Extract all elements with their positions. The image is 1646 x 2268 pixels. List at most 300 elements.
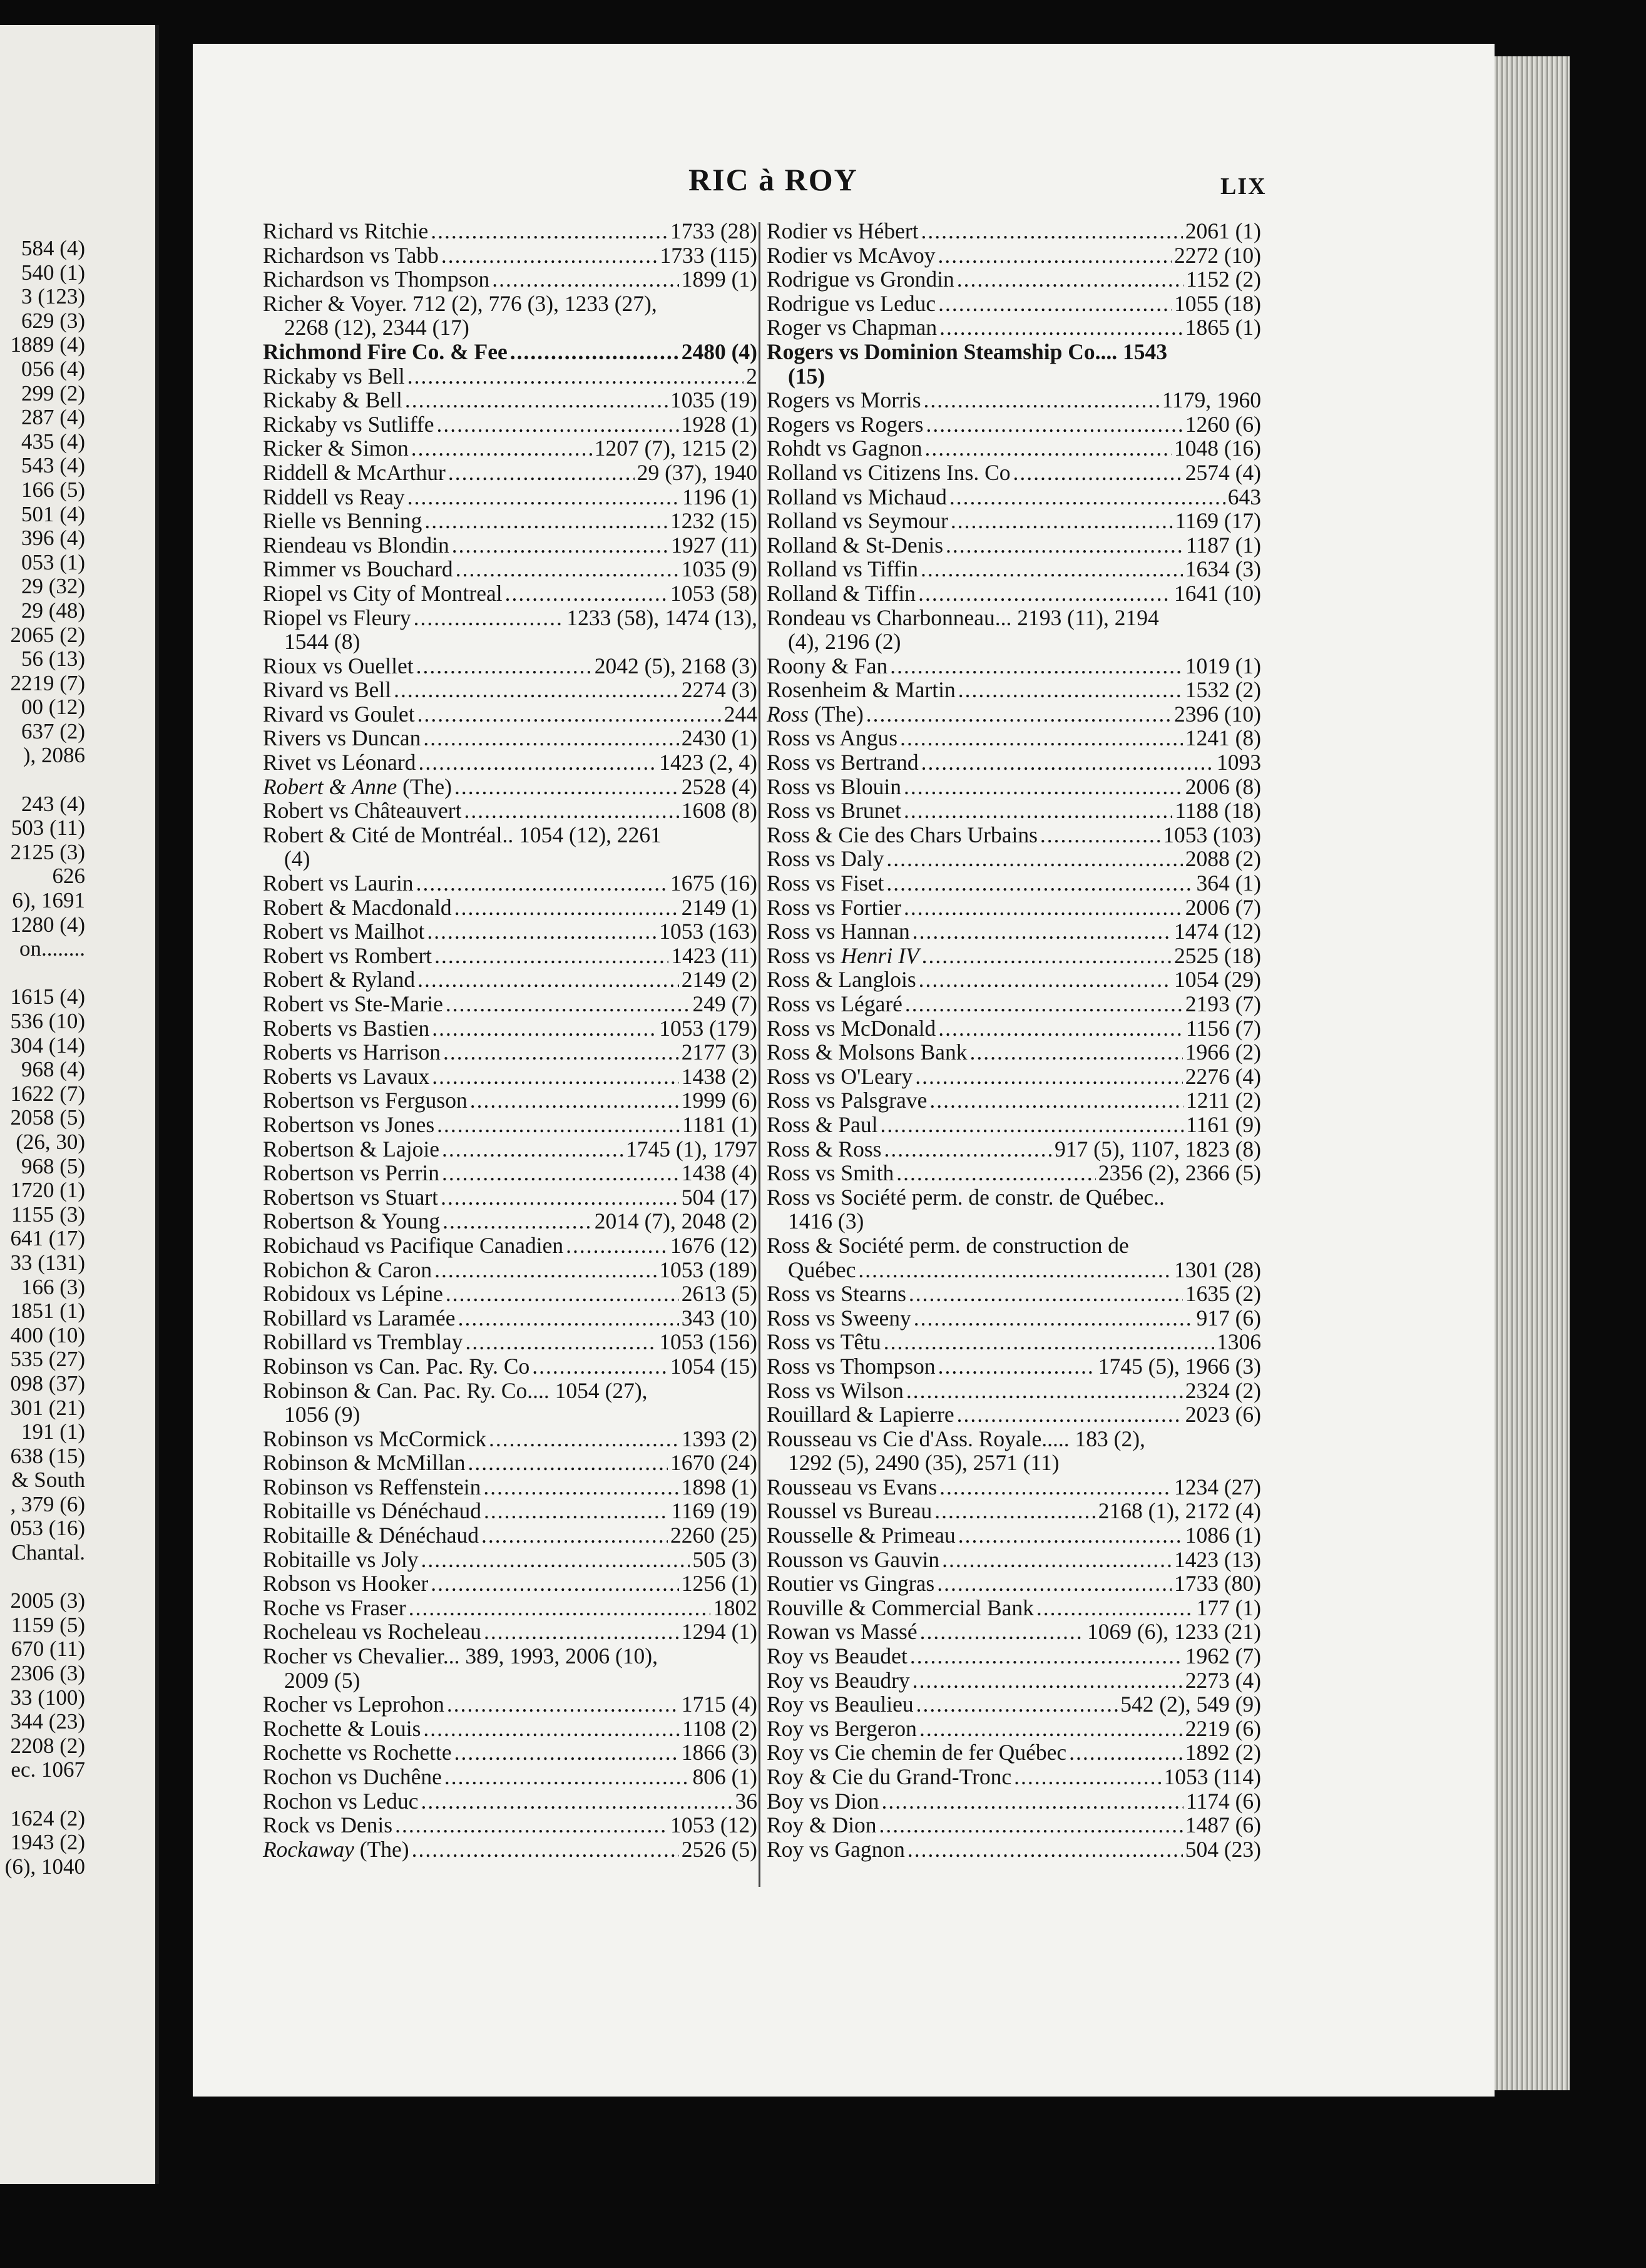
entry-name	[263, 944, 432, 968]
entry-reference: 2006 (8)	[1185, 774, 1261, 799]
left-page-fragment: 287 (4)	[21, 405, 85, 430]
entry-name-text: Ross vs Fortier	[767, 894, 901, 920]
leader-dots	[423, 1717, 680, 1741]
index-entry	[263, 1234, 757, 1258]
left-page-fragment: 501 (4)	[21, 501, 85, 526]
scan-background	[0, 2184, 1646, 2268]
entry-name	[263, 1258, 432, 1282]
entry-reference: 1019 (1)	[1185, 653, 1261, 678]
index-entry	[263, 992, 757, 1016]
entry-name-text: Riddell & McArthur	[263, 459, 446, 485]
leader-dots	[407, 364, 744, 389]
index-entry	[263, 1427, 757, 1451]
entry-reference: 1866 (3)	[681, 1740, 757, 1765]
leader-dots	[904, 775, 1183, 799]
index-entry	[263, 1113, 757, 1137]
index-entry	[767, 292, 1261, 316]
entry-name-text: Ross	[767, 701, 809, 727]
leader-dots	[915, 1065, 1183, 1089]
entry-name-text: Rodrigue vs Grondin	[767, 267, 954, 292]
entry-name	[767, 1306, 911, 1331]
entry-reference: 2149 (2)	[681, 967, 757, 993]
leader-dots	[896, 1161, 1095, 1185]
leader-dots	[910, 1644, 1183, 1668]
entry-name-text: Rousseau vs Cie d'Ass. Royale..... 183 (2),	[767, 1426, 1145, 1451]
entry-name	[263, 1692, 444, 1717]
entry-reference: 1211 (2)	[1186, 1088, 1261, 1113]
entry-name	[767, 485, 947, 509]
leader-dots	[446, 992, 690, 1016]
index-entry	[767, 1692, 1261, 1717]
entry-reference: 1966 (2)	[1185, 1040, 1261, 1065]
entry-name	[263, 775, 452, 799]
left-page-fragment: 243 (4)	[21, 791, 85, 816]
entry-reference: 1260 (6)	[1185, 411, 1261, 437]
index-entry	[263, 823, 757, 871]
index-entry	[767, 388, 1261, 412]
left-page-fragment: 33 (131)	[10, 1250, 85, 1275]
leader-dots	[951, 509, 1172, 533]
entry-name-text: Rousselle & Primeau	[767, 1523, 956, 1548]
entry-name-text: Robert & Cité de Montréal.. 1054 (12), 2261	[263, 822, 662, 847]
leader-dots	[434, 944, 668, 968]
leader-dots	[417, 702, 722, 727]
entry-name-text: Ross vs Smith	[767, 1160, 894, 1186]
entry-name-text: Roy vs Beaudry	[767, 1667, 910, 1693]
entry-name-text: Rocher vs Chevalier... 389, 1993, 2006 (10),	[263, 1643, 658, 1669]
column-divider	[759, 222, 760, 1887]
entry-name	[263, 702, 415, 727]
index-entry	[263, 1692, 757, 1717]
entry-reference: 2274 (3)	[681, 677, 757, 703]
leader-dots	[866, 702, 1172, 727]
entry-name-text: Robinson vs Can. Pac. Ry. Co	[263, 1353, 530, 1379]
left-page-fragment: 33 (100)	[10, 1685, 85, 1710]
leader-dots	[424, 509, 668, 533]
entry-name-text: Roberts vs Bastien	[263, 1015, 430, 1041]
entry-name-text: Robinson vs Reffenstein	[263, 1474, 481, 1499]
entry-reference: 2006 (7)	[1185, 894, 1261, 920]
entry-name	[767, 1475, 937, 1499]
entry-name	[263, 581, 503, 606]
entry-name-text: Roy vs Beaudet	[767, 1643, 907, 1669]
index-entry	[767, 485, 1261, 509]
entry-reference: 1423 (13)	[1173, 1546, 1261, 1572]
entry-name	[767, 750, 919, 775]
leader-dots	[907, 1837, 1183, 1862]
entry-name	[767, 1113, 878, 1137]
index-entry	[767, 1523, 1261, 1548]
index-entry	[767, 1596, 1261, 1620]
leader-dots	[407, 485, 680, 509]
entry-name	[767, 1837, 905, 1862]
entry-name	[263, 533, 449, 558]
leader-dots	[886, 847, 1182, 871]
index-entry	[767, 1234, 1261, 1282]
leader-dots	[454, 775, 679, 799]
entry-name-text: Rolland vs Citizens Ins. Co	[767, 459, 1011, 485]
index-entry	[767, 799, 1261, 823]
leader-dots	[431, 1571, 678, 1596]
entry-name-text: Ricker & Simon	[263, 436, 409, 461]
index-entry	[767, 1717, 1261, 1741]
entry-reference: 1635 (2)	[1185, 1281, 1261, 1307]
entry-reference: 1438 (4)	[681, 1160, 757, 1186]
leader-dots	[926, 412, 1182, 437]
index-entry	[263, 557, 757, 581]
entry-name	[767, 1692, 914, 1717]
entry-reference: 917 (5), 1107, 1823 (8)	[1055, 1136, 1261, 1162]
entry-name-text: Rochon vs Leduc	[263, 1788, 419, 1814]
leader-dots	[957, 267, 1183, 292]
entry-name-text: Rivard vs Goulet	[263, 701, 415, 727]
entry-reference: 1301 (28)	[1173, 1257, 1261, 1282]
entry-name-text: Rousson vs Gauvin	[767, 1546, 940, 1572]
left-page-fragment: 56 (13)	[21, 646, 85, 672]
entry-reference: 1053 (156)	[659, 1329, 757, 1355]
leader-dots	[441, 1185, 679, 1210]
index-entry	[767, 968, 1261, 992]
index-entry	[263, 1065, 757, 1089]
index-entry	[263, 1596, 757, 1620]
entry-name	[263, 1499, 481, 1523]
entry-reference: 1181 (1)	[682, 1111, 757, 1137]
index-entry	[767, 340, 1261, 388]
entry-reference: 1532 (2)	[1185, 677, 1261, 703]
left-page-fragment: 1155 (3)	[11, 1202, 85, 1227]
left-page-fragment	[0, 961, 155, 986]
leader-dots	[423, 726, 678, 750]
entry-name	[767, 1185, 1165, 1210]
index-entry	[767, 1475, 1261, 1499]
entry-name	[767, 968, 916, 992]
leader-dots	[443, 1040, 679, 1065]
running-head: RIC à ROY	[688, 162, 858, 197]
index-entry	[767, 1065, 1261, 1089]
left-page-fragment: 304 (14)	[10, 1033, 85, 1058]
index-entry	[767, 412, 1261, 437]
leader-dots	[405, 388, 668, 412]
index-entry	[767, 1282, 1261, 1306]
index-entry	[767, 847, 1261, 871]
left-page-fragment: 2058 (5)	[10, 1105, 85, 1130]
index-entry	[263, 654, 757, 678]
index-entry	[767, 944, 1261, 968]
left-page-fragment: 670 (11)	[11, 1637, 85, 1662]
left-page-fragment: 2125 (3)	[10, 839, 85, 864]
index-entry	[263, 1137, 757, 1162]
left-page-fragment: 1889 (4)	[10, 332, 85, 357]
left-page-fragment: , 379 (6)	[10, 1491, 85, 1516]
entry-name	[263, 1088, 468, 1113]
entry-name-italic: Henri IV	[841, 942, 919, 968]
entry-reference: 1634 (3)	[1185, 556, 1261, 582]
left-page-fragment: 3 (123)	[21, 284, 85, 309]
entry-name	[767, 1740, 1066, 1765]
entry-reference: 1156 (7)	[1186, 1015, 1261, 1041]
index-entry	[263, 1813, 757, 1837]
leader-dots	[890, 654, 1182, 678]
index-entry	[767, 775, 1261, 799]
leader-dots	[919, 968, 1172, 992]
entry-name-text: Ross & Ross	[767, 1136, 882, 1162]
entry-reference: 2149 (1)	[681, 894, 757, 920]
leader-dots	[900, 726, 1183, 750]
left-page-fragment: 584 (4)	[21, 236, 85, 260]
entry-name	[263, 412, 434, 437]
entry-reference: 1745 (5), 1966 (3)	[1098, 1353, 1261, 1379]
leader-dots	[409, 1596, 710, 1620]
entry-name-text: Ross vs Palsgrave	[767, 1088, 928, 1113]
entry-reference: 1608 (8)	[681, 798, 757, 824]
index-entry	[263, 292, 757, 340]
entry-name	[263, 1330, 463, 1354]
entry-reference: 2014 (7), 2048 (2)	[594, 1208, 757, 1234]
left-page-edge	[0, 25, 159, 2184]
entry-name-text: Rochette vs Rochette	[263, 1740, 452, 1765]
entry-name-suffix: (The)	[809, 701, 864, 727]
entry-name	[767, 1402, 954, 1427]
entry-reference: 1169 (17)	[1175, 508, 1261, 534]
entry-name-text: Ross vs Bertrand	[767, 750, 919, 775]
entry-name-text: Ross vs Sweeny	[767, 1305, 911, 1331]
index-entry	[263, 919, 757, 944]
leader-dots	[958, 1523, 1183, 1548]
index-entry	[263, 436, 757, 461]
entry-name	[767, 388, 921, 412]
entry-reference: 1899 (1)	[681, 267, 757, 292]
entry-name	[767, 436, 923, 461]
index-entry	[263, 606, 757, 654]
entry-reference: 1423 (11)	[671, 942, 757, 968]
entry-name	[263, 461, 446, 485]
entry-reference: 2168 (1), 2172 (4)	[1098, 1498, 1261, 1524]
entry-name-text: Robert & Anne	[263, 774, 397, 799]
index-entry	[767, 896, 1261, 920]
leader-dots	[411, 436, 592, 461]
index-entry	[767, 823, 1261, 847]
entry-name-text: Richmond Fire Co. & Fee	[263, 339, 508, 364]
entry-name-text: Ross vs O'Leary	[767, 1063, 913, 1089]
leader-dots	[481, 1523, 668, 1548]
entry-reference: 1053 (189)	[659, 1257, 757, 1282]
index-entry	[263, 1717, 757, 1741]
index-entry	[263, 533, 757, 558]
entry-name-text: Ross vs Société perm. de constr. de Québec..	[767, 1184, 1165, 1210]
entry-name-text: Rielle vs Benning	[263, 508, 422, 534]
entry-reference: 2574 (4)	[1185, 459, 1261, 485]
entry-name-text: Ross vs Stearns	[767, 1281, 906, 1307]
entry-reference: 1999 (6)	[681, 1088, 757, 1113]
entry-name-text: Rivet vs Léonard	[263, 750, 416, 775]
entry-name-text: Riddell vs Reay	[263, 484, 405, 509]
entry-name	[767, 919, 910, 944]
entry-reference: 1745 (1), 1797	[625, 1136, 757, 1162]
entry-reference: 2	[746, 363, 757, 389]
entry-reference: 1393 (2)	[681, 1426, 757, 1451]
leader-dots	[918, 581, 1172, 606]
leader-dots	[442, 1137, 623, 1162]
index-entry	[767, 509, 1261, 533]
leader-dots	[886, 871, 1194, 896]
entry-name-text: Robert vs Châteauvert	[263, 798, 462, 824]
index-entry	[263, 726, 757, 750]
entry-name	[767, 461, 1011, 485]
entry-name-text: Ross vs Brunet	[767, 798, 901, 824]
leader-dots	[925, 436, 1172, 461]
entry-reference: 1675 (16)	[670, 871, 757, 896]
index-entry	[767, 1499, 1261, 1523]
index-entry	[263, 461, 757, 485]
entry-name-text: Ross & Molsons Bank	[767, 1040, 968, 1065]
entry-name	[263, 243, 439, 268]
leader-dots	[505, 581, 668, 606]
leader-dots	[395, 1813, 668, 1837]
index-entry	[767, 1644, 1261, 1668]
index-entry	[767, 1306, 1261, 1331]
entry-name	[767, 678, 956, 702]
entry-continuation: 1056 (9)	[284, 1402, 360, 1428]
entry-name-text: Robert vs Mailhot	[263, 919, 425, 944]
leader-dots	[431, 219, 668, 243]
entry-continuation: Québec	[788, 1257, 856, 1282]
entry-reference: 504 (23)	[1185, 1836, 1261, 1862]
leader-dots	[436, 412, 678, 437]
leader-dots	[942, 1548, 1172, 1572]
entry-reference: 1306	[1217, 1329, 1261, 1355]
leader-dots	[454, 1740, 679, 1765]
index-entry	[263, 1548, 757, 1572]
leader-dots	[566, 1234, 668, 1258]
entry-name-text: Rogers vs Rogers	[767, 411, 924, 437]
entry-name	[767, 1137, 881, 1162]
leader-dots	[958, 678, 1183, 702]
left-page-fragment: 968 (5)	[21, 1153, 85, 1178]
entry-reference: 1174 (6)	[1186, 1788, 1261, 1814]
index-entry	[263, 799, 757, 823]
entry-name-text: Robertson vs Stuart	[263, 1184, 439, 1210]
entry-name	[767, 702, 864, 727]
index-entry	[263, 1644, 757, 1692]
entry-name-text: Rickaby vs Bell	[263, 363, 405, 389]
index-entry	[263, 1451, 757, 1475]
entry-reference: 2177 (3)	[681, 1040, 757, 1065]
entry-name	[263, 1161, 439, 1185]
entry-name-text: Rouville & Commercial Bank	[767, 1595, 1034, 1620]
entry-name	[767, 1813, 877, 1837]
index-entry	[263, 1330, 757, 1354]
entry-reference: 364 (1)	[1196, 871, 1261, 896]
index-entry	[263, 1306, 757, 1331]
entry-name	[767, 1765, 1011, 1789]
entry-name-text: Boy vs Dion	[767, 1788, 879, 1814]
entry-name	[263, 1209, 440, 1234]
index-entry	[263, 219, 757, 243]
entry-name-text: Richardson vs Tabb	[263, 242, 439, 268]
leader-dots	[858, 1258, 1172, 1282]
entry-name	[767, 654, 887, 678]
leader-dots	[447, 1692, 679, 1717]
entry-name	[767, 1571, 934, 1596]
leader-dots	[466, 1330, 657, 1354]
index-entry	[263, 485, 757, 509]
entry-reference: 1676 (12)	[670, 1232, 757, 1258]
entry-name	[263, 1596, 406, 1620]
entry-reference: 2324 (2)	[1185, 1377, 1261, 1403]
entry-reference: 2042 (5), 2168 (3)	[594, 653, 757, 678]
entry-name-text: Roy vs Gagnon	[767, 1836, 905, 1862]
index-entry	[767, 919, 1261, 944]
index-entry	[263, 1765, 757, 1789]
leader-dots	[957, 1402, 1183, 1427]
index-entry	[263, 678, 757, 702]
entry-reference: 1054 (29)	[1173, 967, 1261, 993]
entry-reference: 1892 (2)	[1185, 1740, 1261, 1765]
left-page-fragment: 1624 (2)	[10, 1806, 85, 1831]
leader-dots	[1069, 1740, 1183, 1765]
left-page-fragment: 641 (17)	[10, 1226, 85, 1251]
left-page-fragment: 6), 1691	[12, 888, 85, 913]
entry-name-text: Robichaud vs Pacifique Canadien	[263, 1232, 564, 1258]
entry-name-text: Rolland vs Seymour	[767, 508, 948, 534]
entry-name	[263, 340, 508, 364]
entry-name-text: Robinson & Can. Pac. Ry. Co.... 1054 (27),	[263, 1377, 648, 1403]
entry-name-text: Riendeau vs Blondin	[263, 532, 449, 558]
entry-name-text: Rosenheim & Martin	[767, 677, 956, 703]
leader-dots	[949, 485, 1225, 509]
leader-dots	[970, 1040, 1183, 1065]
entry-reference: 1865 (1)	[1185, 315, 1261, 340]
leader-dots	[1014, 1765, 1161, 1789]
left-page-fragment: 166 (5)	[21, 477, 85, 502]
entry-name	[767, 1282, 906, 1306]
entry-name	[263, 1548, 419, 1572]
entry-name-text: Rodrigue vs Leduc	[767, 290, 936, 316]
index-entry	[767, 1113, 1261, 1137]
index-entry	[767, 1040, 1261, 1065]
entry-name-text: Ross vs Thompson	[767, 1353, 936, 1379]
leader-dots	[417, 968, 679, 992]
leader-dots	[421, 1548, 690, 1572]
entry-name-text: Ross vs Hannan	[767, 919, 910, 944]
entry-continuation: 2268 (12), 2344 (17)	[284, 315, 469, 340]
index-entry	[263, 1016, 757, 1041]
entry-reference: 1053 (58)	[670, 580, 757, 606]
entry-reference: 1035 (19)	[670, 387, 757, 413]
leader-dots	[1040, 823, 1160, 847]
index-entry	[767, 461, 1261, 485]
entry-name	[263, 1451, 465, 1475]
entry-name	[263, 292, 657, 316]
entry-name-text: Robertson & Young	[263, 1208, 441, 1234]
entry-name-text: Roberts vs Harrison	[263, 1040, 441, 1065]
entry-name	[263, 606, 411, 630]
left-page-fragment: 503 (11)	[11, 815, 85, 840]
index-entry	[767, 1088, 1261, 1113]
leader-dots	[938, 243, 1172, 268]
left-page-fragment: 540 (1)	[21, 260, 85, 285]
entry-name-text: Roche vs Fraser	[263, 1595, 406, 1620]
entry-name	[263, 1354, 529, 1379]
entry-name-text: Roger vs Chapman	[767, 315, 938, 340]
entry-name-text: Rimmer vs Bouchard	[263, 556, 453, 582]
entry-name	[263, 1789, 418, 1814]
entry-reference: 1802	[713, 1595, 757, 1620]
left-page-fragment: 166 (3)	[21, 1274, 85, 1299]
entry-name	[767, 847, 884, 871]
entry-reference: 1093	[1217, 750, 1261, 775]
entry-name-text: Robert & Ryland	[263, 967, 416, 993]
